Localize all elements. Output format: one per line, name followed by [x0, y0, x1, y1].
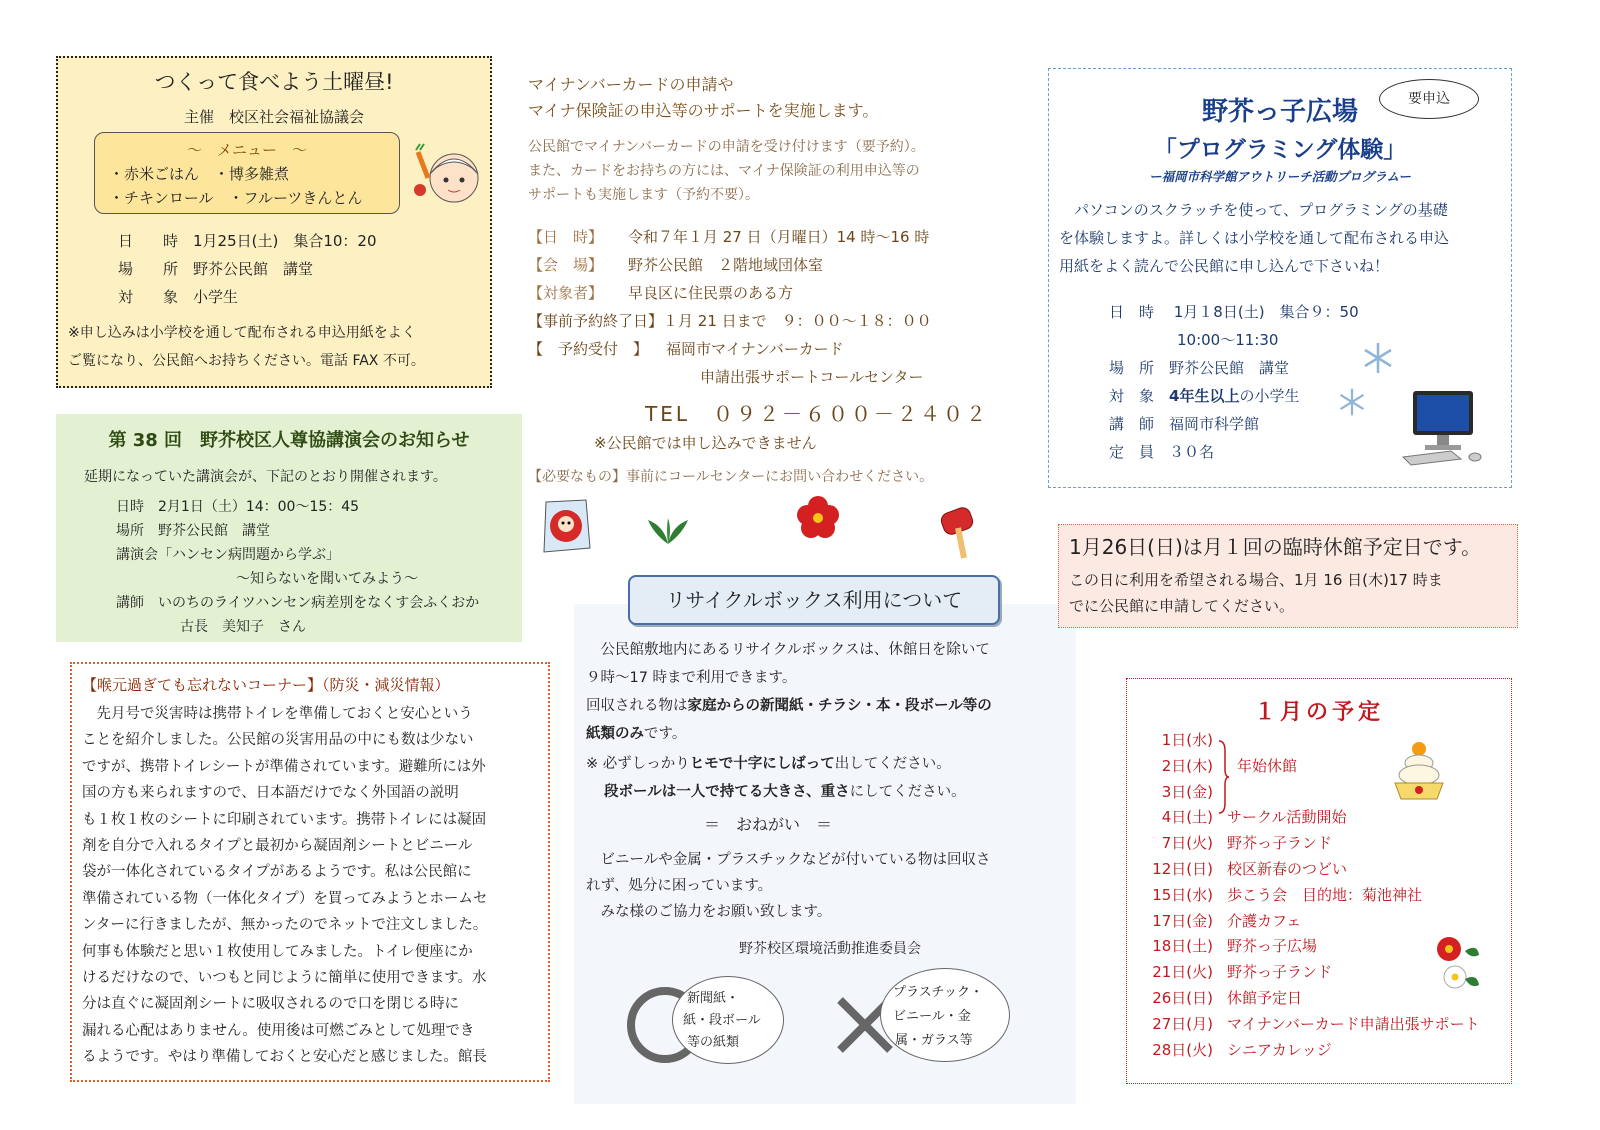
mynumber-target	[528, 282, 793, 303]
ok-text: 等の紙類	[687, 1035, 740, 1050]
mynumber-sub: サポートも実施します（予約不要）。	[528, 187, 759, 203]
mynumber-sub: また、カードをお持ちの方には、マイナ保険証の利用申込等の	[528, 163, 920, 179]
schedule-item	[1127, 781, 1507, 803]
disaster-text-line: 準備されている物（一体化タイプ）を買ってみようとホームセ	[82, 890, 488, 907]
text: です。	[644, 726, 687, 742]
recycle-section	[574, 604, 1076, 1104]
recycle-onegai: ＝ おねがい ＝	[704, 815, 833, 834]
mynumber-reserve-2: 申請出張サポートコールセンター	[700, 368, 924, 386]
disaster-text-line: 国の方も来られますので、日本語だけでなく外国語の説明	[82, 785, 459, 802]
schedule-title: １月の予定	[1253, 700, 1384, 725]
cooking-note: ※申し込みは小学校を通して配布される申込用紙をよく	[68, 325, 416, 341]
ng-text: プラスチック・	[893, 985, 983, 1000]
label: 【 予約受付 】	[528, 340, 649, 358]
closure-line: この日に利用を希望される場合、1月 16 日(木)17 時ま	[1069, 571, 1443, 589]
recycle-line	[586, 752, 951, 773]
schedule-date: 7日(火)	[1161, 834, 1213, 853]
computer-icon	[1401, 387, 1487, 467]
recycle-line: れず、処分に困っています。	[586, 878, 773, 894]
disaster-text-line: ンターに行きましたが、無かったのでネットで注文しました。	[82, 917, 488, 934]
schedule-date: 12日(日)	[1152, 860, 1213, 878]
program-teacher: 講 師 福岡市科学館	[1109, 415, 1260, 433]
bold-text: 4年生以上	[1169, 387, 1240, 405]
schedule-event: 休館予定日	[1227, 989, 1303, 1007]
program-time: 10:00～11:30	[1177, 331, 1279, 349]
ok-bubble	[672, 976, 784, 1064]
lecture-lead: 延期になっていた講演会が、下記のとおり開催されます。	[84, 469, 447, 485]
bold-text: ヒモで十字にしばって	[689, 756, 835, 772]
text: にしてください。	[849, 784, 966, 800]
schedule-item	[1127, 806, 1507, 828]
label: 【会 場】	[528, 256, 604, 274]
value: 令和７年１月 27 日（月曜日）14 時～16 時	[628, 228, 930, 246]
program-capacity: 定 員 ３０名	[1109, 443, 1215, 461]
lecture-place: 場所 野芥公民館 講堂	[116, 523, 270, 539]
text: ※ 必ずしっかり	[586, 756, 690, 772]
program-place: 場 所 野芥公民館 講堂	[1109, 359, 1290, 377]
schedule-item	[1127, 858, 1507, 880]
program-title: 野芥っ子広場	[1201, 97, 1358, 127]
recycle-line	[604, 780, 966, 801]
disaster-text-line: 先月号で災害時は携帯トイレを準備しておくと安心という	[82, 706, 473, 722]
schedule-event: マイナンバーカード申請出張サポート	[1227, 1014, 1480, 1033]
schedule-event: 歩こう会 目的地：菊池神社	[1227, 885, 1423, 904]
schedule-item	[1127, 1013, 1507, 1035]
cooking-target: 対 象 小学生	[118, 288, 239, 306]
schedule-event: 介護カフェ	[1227, 911, 1302, 930]
ng-bubble	[880, 968, 1010, 1062]
label: 【日 時】	[528, 228, 604, 246]
schedule-event: 年始休館	[1237, 756, 1298, 775]
cooking-event-box	[56, 56, 492, 388]
schedule-item	[1127, 884, 1507, 906]
mynumber-tel: TEL ０９２－６００－２４０２	[645, 402, 989, 426]
mynumber-bring: 【必要なもの】事前にコールセンターにお問い合わせください。	[528, 469, 934, 485]
snowflake-icon	[1337, 387, 1367, 417]
value: 福岡市マイナンバーカード	[666, 340, 844, 358]
recycle-committee: 野芥校区環境活動推進委員会	[739, 941, 921, 957]
lecture-title: 第 38 回 野芥校区人尊協講演会のお知らせ	[108, 430, 470, 451]
schedule-date: 21日(火)	[1152, 963, 1213, 982]
bamboo-leaf-icon	[646, 516, 690, 546]
ok-text: 紙・段ボール	[683, 1013, 761, 1028]
value: 野芥公民館 ２階地域団体室	[628, 256, 824, 274]
closure-title: 1月26日(日)は月１回の臨時休館予定日です。	[1069, 535, 1482, 559]
disaster-text-line: 分は直ぐに凝固剤シートに吸収されるので口を閉じる時に	[82, 996, 459, 1013]
disaster-text-line: ことを紹介しました。公民館の災害用品の中にも数は少ない	[82, 732, 474, 749]
kagami-mochi-icon	[1389, 739, 1449, 801]
mynumber-deadline: 【事前予約終了日】１月 21 日まで ９：００～１８：００	[528, 312, 932, 330]
program-date: 日 時 1月１8日(土) 集合９：50	[1109, 303, 1359, 321]
program-body: 用紙をよく読んで公民館に申し込んで下さいね！	[1059, 257, 1390, 275]
schedule-event: サークル活動開始	[1227, 808, 1347, 827]
cooking-menu	[94, 132, 400, 214]
schedule-event: シニアカレッジ	[1227, 1040, 1332, 1059]
program-target	[1109, 385, 1299, 406]
bold-text: 段ボールは一人で持てる大きさ、重さ	[604, 784, 850, 800]
lecture-date: 日時 2月1日（土）14：00～15：45	[116, 499, 360, 515]
disaster-text-line: るようです。やはり準備しておくと安心だと感じました。館長	[82, 1049, 487, 1066]
recycle-line: 公民館敷地内にあるリサイクルボックスは、休館日を除いて	[586, 642, 990, 658]
recycle-line: ９時～17 時まで利用できます。	[586, 670, 797, 686]
schedule-item	[1127, 1039, 1507, 1061]
text: の小学生	[1239, 387, 1300, 405]
closure-line: でに公民館に申請してください。	[1069, 597, 1295, 615]
schedule-date: 3日(金)	[1161, 782, 1213, 801]
schedule-item	[1127, 832, 1507, 854]
schedule-event: 野芥っ子ランド	[1227, 963, 1333, 982]
mynumber-heading: マイナンバーカードの申請や	[528, 75, 734, 94]
cooking-place: 場 所 野芥公民館 講堂	[118, 260, 314, 278]
menu-line: ・赤米ごはん ・博多雑煮	[109, 165, 290, 183]
cooking-note: ご覧になり、公民館へお持ちください。電話 FAX 不可。	[68, 353, 425, 369]
snowflake-icon	[1361, 341, 1395, 375]
schedule-event: 校区新春のつどい	[1227, 860, 1348, 878]
schedule-item	[1127, 729, 1507, 751]
lucky-mallet-icon	[936, 504, 984, 560]
disaster-text-line: 袋が一体化されているタイプがあるようです。私は公民館に	[82, 864, 472, 881]
menu-line: ・チキンロール ・フルーツきんとん	[109, 189, 363, 207]
bold-text: 紙類のみ	[586, 726, 644, 742]
text: 出してください。	[834, 756, 951, 772]
schedule-date: 27日(月)	[1152, 1014, 1213, 1033]
cooking-title: つくって食べよう土曜昼!	[154, 70, 394, 94]
schedule-date: 26日(日)	[1152, 989, 1213, 1007]
label: 【対象者】	[528, 284, 604, 302]
disaster-text-line: 何事も体験だと思い１枚使用してみました。トイレ便座にか	[82, 943, 473, 960]
disaster-info-box	[70, 662, 550, 1082]
schedule-date: 4日(土)	[1161, 808, 1213, 827]
bold-text: 家庭からの新聞紙・チラシ・本・段ボール等の	[687, 698, 992, 714]
text: 対 象	[1109, 387, 1170, 405]
cooking-date: 日 時 1月25日(土) 集合10：20	[118, 232, 377, 250]
programming-box	[1048, 68, 1512, 488]
recycle-line: ビニールや金属・プラスチックなどが付いている物は回収さ	[586, 852, 991, 868]
program-tagline: ー福岡市科学館アウトリーチ活動プログラムー	[1149, 169, 1411, 184]
schedule-date: 17日(金)	[1152, 911, 1213, 930]
lecture-speaker-name: 古長 美知子 さん	[180, 619, 306, 635]
lecture-box	[56, 414, 522, 642]
recycle-line	[586, 694, 992, 715]
mynumber-place	[528, 254, 823, 275]
program-subtitle: 「プログラミング体験」	[1153, 137, 1407, 163]
schedule-date: 2日(木)	[1161, 756, 1213, 775]
cook-child-illustration	[410, 138, 490, 218]
daruma-kite-icon	[540, 498, 592, 556]
recycle-title: リサイクルボックス利用について	[628, 575, 1000, 625]
schedule-date: 18日(土)	[1152, 937, 1213, 956]
ng-text: ビニール・金	[893, 1009, 971, 1024]
disaster-text-line: も１枚１枚のシートに印刷されています。携帯トイレには凝固	[82, 811, 487, 828]
schedule-item	[1127, 910, 1507, 932]
program-body: を体験しますよ。詳しくは小学校を通して配布される申込	[1059, 229, 1450, 247]
ng-text: 属・ガラス等	[895, 1033, 973, 1048]
brace-icon	[1217, 739, 1229, 815]
january-schedule	[1126, 678, 1512, 1084]
disaster-text-line: けるだけなので、いつもと同じように簡単に使用できます。水	[82, 970, 487, 986]
recycle-line: みな様のご協力をお願い致します。	[586, 904, 832, 920]
disaster-text-line: 漏れる心配はありません。使用後は可燃ごみとして処理でき	[82, 1022, 475, 1039]
plum-blossom-icon	[796, 496, 840, 540]
schedule-event: 野芥っ子ランド	[1227, 834, 1333, 853]
camellia-flowers-icon	[1429, 933, 1481, 995]
schedule-event: 野芥っ子広場	[1227, 937, 1318, 956]
closure-notice	[1058, 524, 1518, 628]
disaster-title: 【喉元過ぎても忘れないコーナー】（防災・減災情報）	[82, 676, 450, 694]
lecture-talk: 講演会「ハンセン病問題から学ぶ」	[116, 547, 340, 563]
lecture-speaker: 講師 いのちのライツハンセン病差別をなくす会ふくおか	[116, 595, 480, 611]
schedule-item	[1127, 755, 1507, 777]
disaster-text-line: 剤を自分で入れるタイプと最初から凝固剤シートとビニール	[82, 838, 473, 854]
mynumber-not-here: ※公民館では申し込みできません	[594, 434, 817, 452]
lecture-talk-sub: ～知らないを聞いてみよう～	[236, 571, 418, 587]
schedule-date: 15日(水)	[1152, 885, 1213, 904]
mynumber-date	[528, 226, 929, 247]
value: 早良区に住民票のある方	[628, 284, 794, 302]
text: 回収される物は	[586, 698, 688, 714]
cooking-organizer: 主催 校区社会福祉協議会	[183, 108, 364, 126]
apply-required-badge: 要申込	[1379, 79, 1479, 119]
ok-text: 新聞紙・	[687, 991, 740, 1006]
mynumber-sub: 公民館でマイナンバーカードの申請を受け付けます（要予約）。	[528, 139, 925, 155]
schedule-date: 28日(火)	[1152, 1040, 1213, 1059]
schedule-date: 1日(水)	[1161, 731, 1213, 749]
mynumber-reserve	[528, 338, 844, 359]
mynumber-heading: マイナ保険証の申込等のサポートを実施します。	[528, 101, 879, 120]
recycle-line	[586, 722, 686, 743]
program-body: パソコンのスクラッチを使って、プログラミングの基礎	[1059, 201, 1448, 219]
menu-title: ～ メニュー ～	[186, 141, 307, 159]
disaster-text-line: ですが、携帯トイレシートが準備されています。避難所には外	[82, 758, 486, 775]
